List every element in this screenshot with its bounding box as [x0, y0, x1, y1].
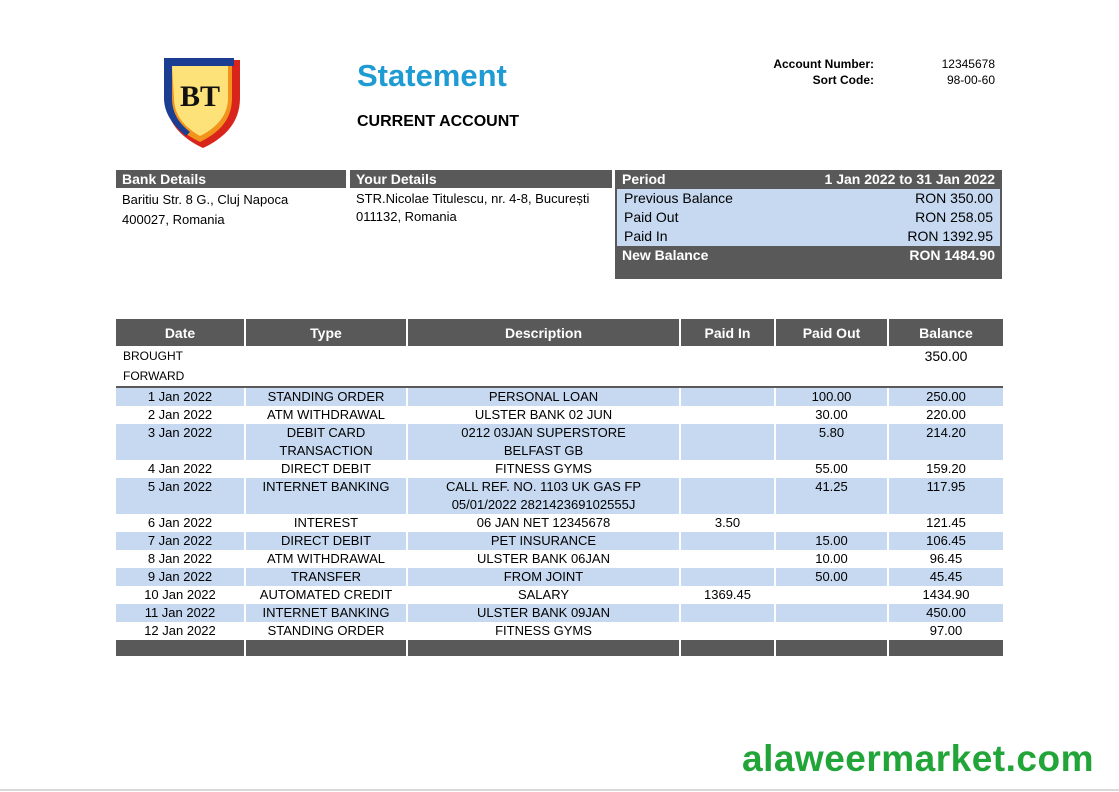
paid-in-label: Paid In — [624, 228, 668, 244]
row-type: DIRECT DEBIT — [245, 532, 407, 550]
row-paid-in — [680, 532, 775, 550]
account-labels — [700, 56, 874, 88]
row-type: TRANSFER — [245, 568, 407, 586]
paid-out-label: Paid Out — [624, 209, 679, 225]
period-summary — [615, 170, 1002, 279]
row-paid-in — [680, 424, 775, 460]
paid-out-value: RON 258.05 — [915, 209, 993, 225]
period-label: Period — [622, 171, 666, 187]
paid-in-value: RON 1392.95 — [907, 228, 993, 244]
row-balance: 250.00 — [888, 387, 1003, 406]
bank-details — [116, 170, 346, 232]
row-paid-in — [680, 460, 775, 478]
col-type: Type — [245, 319, 407, 346]
row-type: STANDING ORDER — [245, 622, 407, 640]
table-row — [116, 478, 1003, 514]
row-balance: 97.00 — [888, 622, 1003, 640]
sort-code: 98-00-60 — [946, 73, 995, 87]
your-address-line1: STR.Nicolae Titulescu, nr. 4-8, București — [356, 191, 590, 206]
table-row — [116, 514, 1003, 532]
table-row — [116, 406, 1003, 424]
table-header-row — [116, 319, 1003, 346]
previous-balance-label: Previous Balance — [624, 190, 733, 206]
row-type: ATM WITHDRAWAL — [245, 406, 407, 424]
watermark: alaweermarket.com — [742, 738, 1094, 779]
row-balance: 1434.90 — [888, 586, 1003, 604]
table-row — [116, 532, 1003, 550]
brought-forward-balance: 350.00 — [888, 346, 1003, 387]
row-date: 8 Jan 2022 — [116, 550, 245, 568]
row-paid-out: 50.00 — [775, 568, 888, 586]
row-description: PERSONAL LOAN — [407, 387, 680, 406]
row-type: DIRECT DEBIT — [245, 460, 407, 478]
previous-balance-row — [615, 189, 1002, 208]
row-balance: 45.45 — [888, 568, 1003, 586]
table-row — [116, 622, 1003, 640]
paid-out-row — [615, 208, 1002, 227]
account-values — [900, 56, 995, 88]
row-description: 0212 03JAN SUPERSTORE BELFAST GB — [407, 424, 680, 460]
brought-forward-label: BROUGHT FORWARD — [116, 346, 245, 387]
row-paid-out: 10.00 — [775, 550, 888, 568]
table-row — [116, 424, 1003, 460]
sort-code-label: Sort Code: — [812, 73, 874, 87]
row-paid-in — [680, 568, 775, 586]
new-balance-label: New Balance — [622, 247, 709, 263]
row-paid-out — [775, 586, 888, 604]
row-type: INTERNET BANKING — [245, 478, 407, 514]
row-balance: 96.45 — [888, 550, 1003, 568]
transactions-table — [116, 319, 1003, 656]
row-balance: 214.20 — [888, 424, 1003, 460]
period-range: 1 Jan 2022 to 31 Jan 2022 — [824, 171, 995, 187]
col-balance: Balance — [888, 319, 1003, 346]
row-paid-in — [680, 478, 775, 514]
row-description: CALL REF. NO. 1103 UK GAS FP 05/01/2022 282142369102555J — [407, 478, 680, 514]
bank-details-heading: Bank Details — [116, 170, 346, 188]
row-balance: 220.00 — [888, 406, 1003, 424]
svg-text:BT: BT — [179, 80, 221, 113]
row-paid-out — [775, 622, 888, 640]
row-paid-out: 55.00 — [775, 460, 888, 478]
row-date: 12 Jan 2022 — [116, 622, 245, 640]
new-balance-value: RON 1484.90 — [909, 247, 995, 263]
row-type: STANDING ORDER — [245, 387, 407, 406]
row-paid-out: 100.00 — [775, 387, 888, 406]
row-paid-out: 15.00 — [775, 532, 888, 550]
row-balance: 106.45 — [888, 532, 1003, 550]
table-row — [116, 550, 1003, 568]
row-date: 7 Jan 2022 — [116, 532, 245, 550]
row-description: FITNESS GYMS — [407, 622, 680, 640]
row-paid-in: 3.50 — [680, 514, 775, 532]
row-type: AUTOMATED CREDIT — [245, 586, 407, 604]
row-paid-out: 41.25 — [775, 478, 888, 514]
row-paid-out — [775, 604, 888, 622]
row-date: 10 Jan 2022 — [116, 586, 245, 604]
your-details-heading: Your Details — [350, 170, 612, 188]
page-title: Statement — [357, 58, 507, 93]
account-number: 12345678 — [941, 57, 995, 71]
table-footer-row — [116, 640, 1003, 656]
row-paid-in — [680, 604, 775, 622]
bank-address-line2: 400027, Romania — [122, 212, 225, 227]
row-date: 1 Jan 2022 — [116, 387, 245, 406]
row-date: 9 Jan 2022 — [116, 568, 245, 586]
period-row — [615, 170, 1002, 189]
row-balance: 117.95 — [888, 478, 1003, 514]
row-date: 11 Jan 2022 — [116, 604, 245, 622]
row-type: ATM WITHDRAWAL — [245, 550, 407, 568]
row-description: FITNESS GYMS — [407, 460, 680, 478]
table-row — [116, 586, 1003, 604]
row-paid-out — [775, 514, 888, 532]
row-paid-in — [680, 387, 775, 406]
row-balance: 159.20 — [888, 460, 1003, 478]
row-paid-out: 30.00 — [775, 406, 888, 424]
brought-forward-row — [116, 346, 1003, 387]
previous-balance-value: RON 350.00 — [915, 190, 993, 206]
table-row — [116, 568, 1003, 586]
paid-in-row — [615, 227, 1002, 246]
row-date: 2 Jan 2022 — [116, 406, 245, 424]
row-paid-in — [680, 622, 775, 640]
table-row — [116, 387, 1003, 406]
row-paid-in — [680, 550, 775, 568]
row-description: FROM JOINT — [407, 568, 680, 586]
col-paid-in: Paid In — [680, 319, 775, 346]
col-date: Date — [116, 319, 245, 346]
row-balance: 121.45 — [888, 514, 1003, 532]
bt-logo-icon — [160, 54, 246, 150]
row-description: ULSTER BANK 09JAN — [407, 604, 680, 622]
table-row — [116, 460, 1003, 478]
row-description: SALARY — [407, 586, 680, 604]
row-date: 6 Jan 2022 — [116, 514, 245, 532]
new-balance-row — [615, 246, 1002, 265]
row-balance: 450.00 — [888, 604, 1003, 622]
row-type: DEBIT CARD TRANSACTION — [245, 424, 407, 460]
period-footer-bar — [615, 265, 1002, 279]
col-paid-out: Paid Out — [775, 319, 888, 346]
row-description: ULSTER BANK 02 JUN — [407, 406, 680, 424]
row-description: PET INSURANCE — [407, 532, 680, 550]
your-details — [350, 170, 612, 228]
col-description: Description — [407, 319, 680, 346]
row-type: INTEREST — [245, 514, 407, 532]
account-number-label: Account Number: — [773, 57, 874, 71]
row-description: 06 JAN NET 12345678 — [407, 514, 680, 532]
row-type: INTERNET BANKING — [245, 604, 407, 622]
account-type: CURRENT ACCOUNT — [357, 113, 520, 130]
row-date: 3 Jan 2022 — [116, 424, 245, 460]
row-paid-in: 1369.45 — [680, 586, 775, 604]
table-row — [116, 604, 1003, 622]
row-description: ULSTER BANK 06JAN — [407, 550, 680, 568]
bank-address-line1: Baritiu Str. 8 G., Cluj Napoca — [122, 192, 289, 207]
row-paid-in — [680, 406, 775, 424]
bottom-divider — [0, 789, 1119, 791]
row-date: 4 Jan 2022 — [116, 460, 245, 478]
row-paid-out: 5.80 — [775, 424, 888, 460]
your-address-line2: 011132, Romania — [356, 209, 457, 224]
row-date: 5 Jan 2022 — [116, 478, 245, 514]
